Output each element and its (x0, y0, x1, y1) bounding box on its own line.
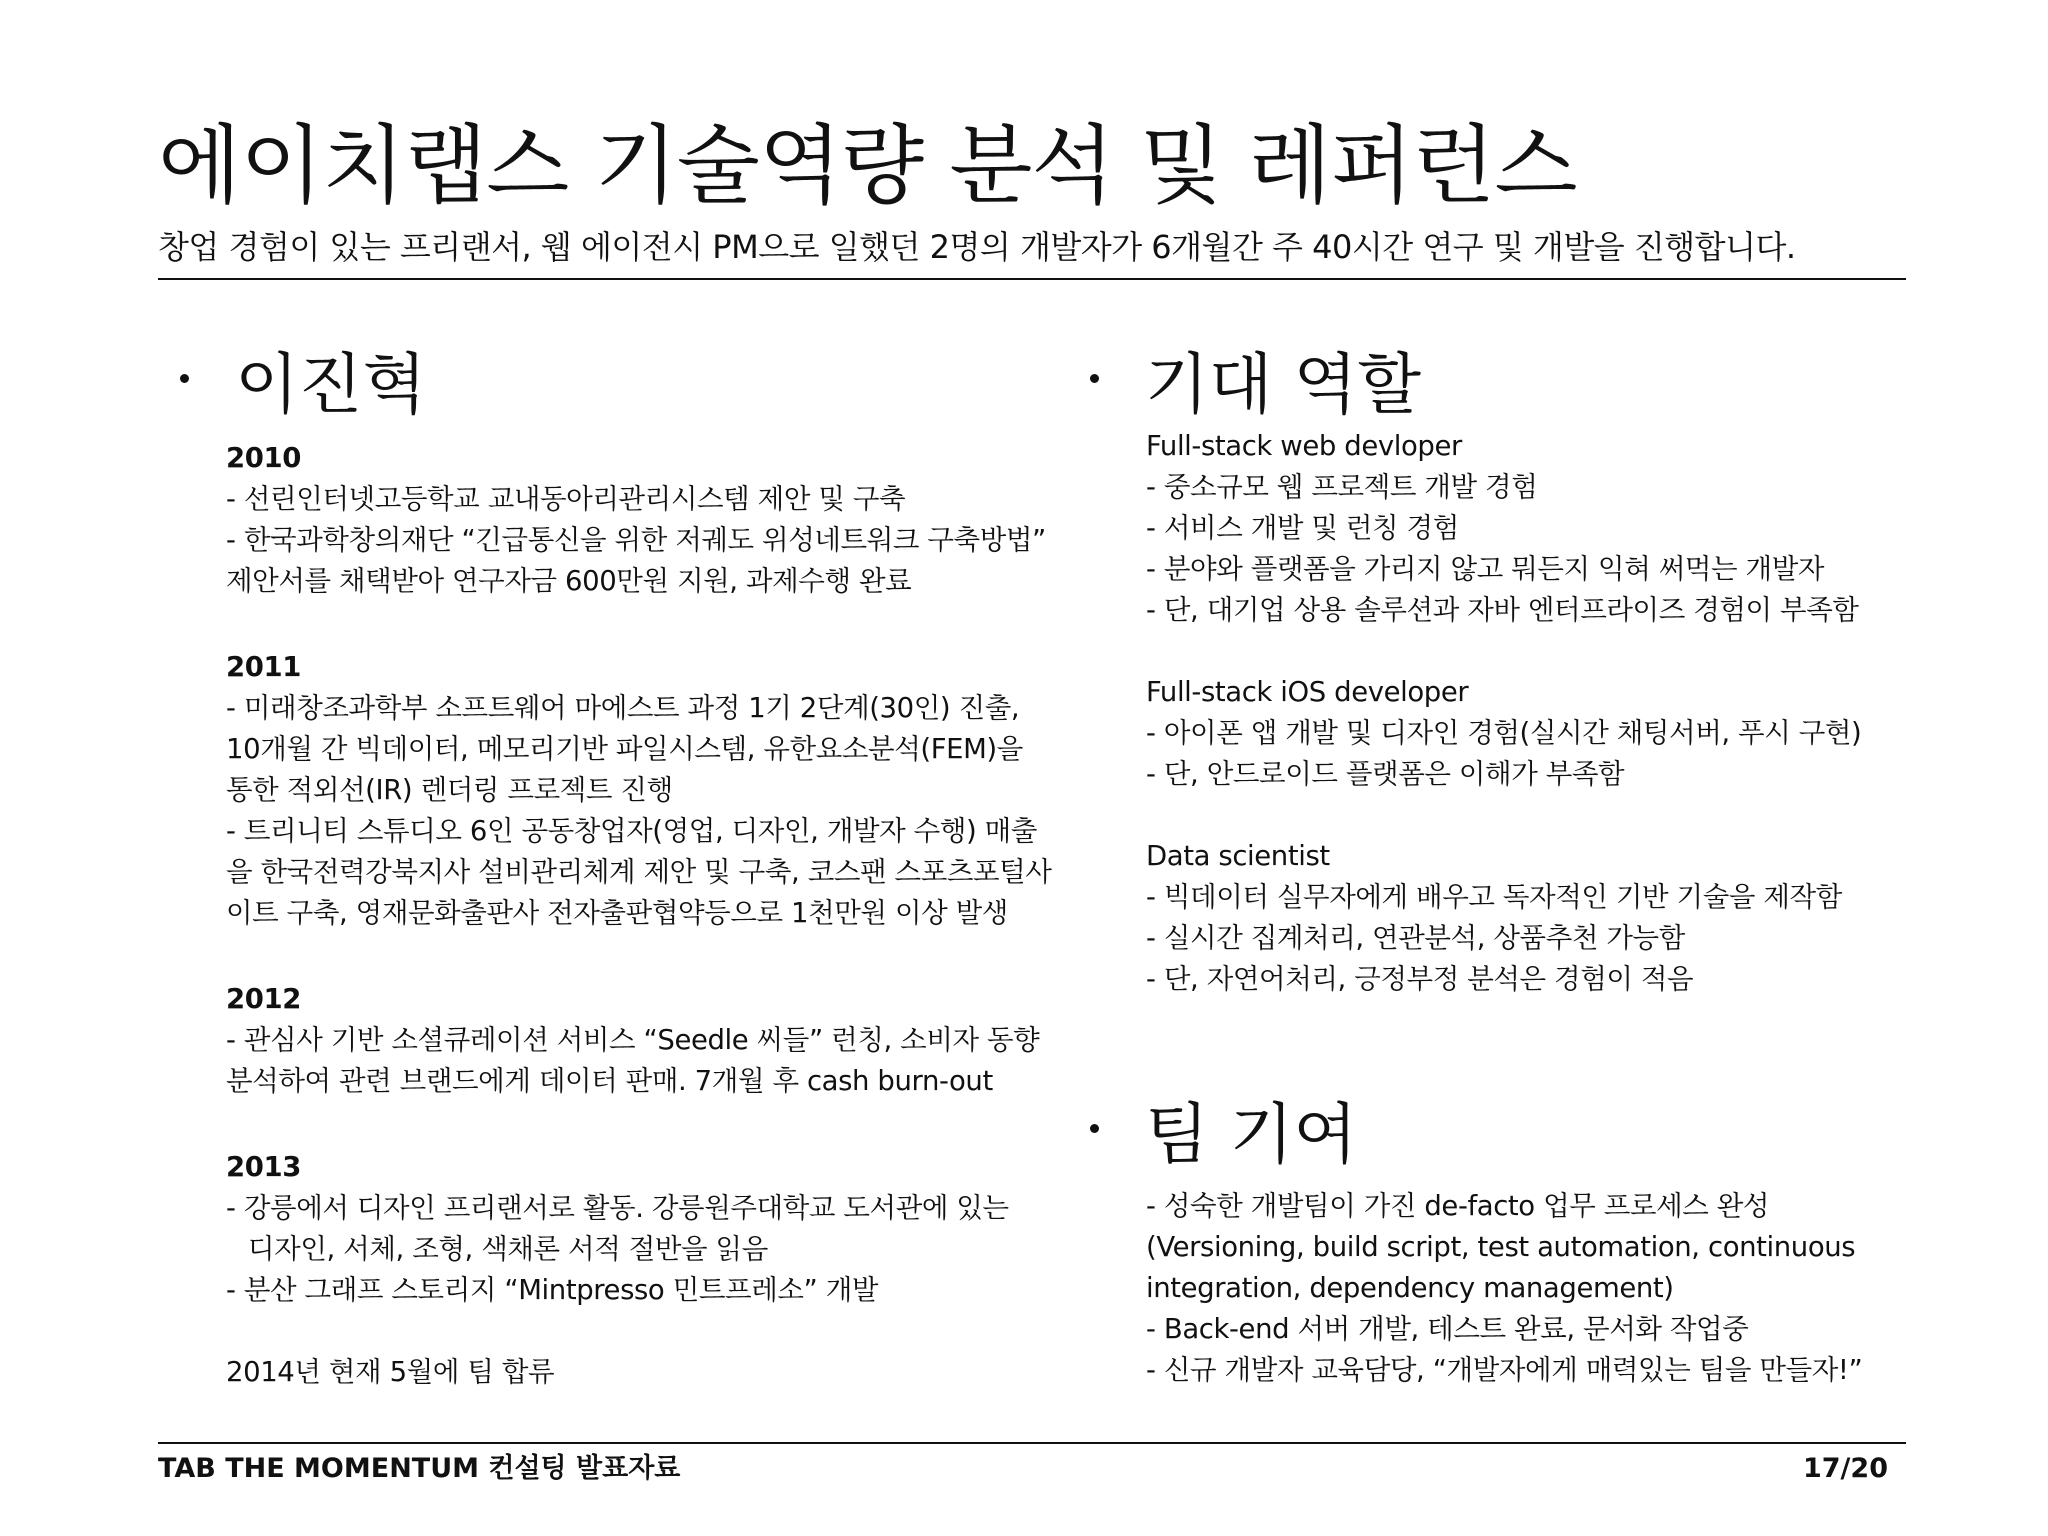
timeline-line: 10개월 간 빅데이터, 메모리기반 파일시스템, 유한요소분석(FEM)을 (226, 733, 1023, 765)
team-line: integration, dependency management) (1146, 1272, 1674, 1304)
timeline-line: 디자인, 서체, 조형, 색채론 서적 절반을 읽음 (248, 1233, 768, 1265)
role-line: - 실시간 집계처리, 연관분석, 상품추천 가능함 (1146, 922, 1685, 954)
roles-heading (1078, 330, 1918, 426)
team-heading (1078, 1080, 1918, 1176)
role-line: - 단, 대기업 상용 솔루션과 자바 엔터프라이즈 경험이 부족함 (1146, 594, 1859, 626)
timeline-line: - 미래창조과학부 소프트웨어 마에스트 과정 1기 2단계(30인) 진출, (226, 692, 1020, 724)
profile-name: 이진혁 (235, 345, 427, 423)
roles-column (1078, 330, 1918, 1391)
roles-list (1146, 426, 1918, 1000)
team-line: - 성숙한 개발팀이 가진 de-facto 업무 프로세스 완성 (1146, 1190, 1770, 1222)
timeline-line: - 분산 그래프 스토리지 “Mintpresso 민트프레소” 개발 (226, 1274, 879, 1306)
team-line: - Back-end 서버 개발, 테스트 완료, 문서화 작업중 (1146, 1313, 1749, 1345)
career-timeline (226, 426, 1068, 1393)
role-line: - 중소규모 웹 프로젝트 개발 경험 (1146, 471, 1538, 503)
page-number: 17/20 (1802, 1453, 1888, 1484)
bottom-divider (158, 1442, 1906, 1444)
role-line: - 단, 자연어처리, 긍정부정 분석은 경험이 적음 (1146, 963, 1694, 995)
timeline-line: 을 한국전력강북지사 설비관리체계 제안 및 구축, 코스팬 스포츠포털사 (226, 856, 1052, 888)
role-title: Full-stack iOS developer (1146, 676, 1469, 708)
team-title: 팀 기여 (1145, 1095, 1358, 1173)
closing-note: 2014년 현재 5월에 팀 합류 (226, 1356, 555, 1388)
profile-column (168, 330, 1068, 1393)
page-subtitle: 창업 경험이 있는 프리랜서, 웹 에이전시 PM으로 일했던 2명의 개발자가 6개월간 주 40시간 연구 및 개발을 진행합니다. (158, 228, 1796, 266)
profile-heading (168, 330, 1068, 426)
timeline-line: - 관심사 기반 소셜큐레이션 서비스 “Seedle 씨들” 런칭, 소비자 동향 (226, 1024, 1040, 1056)
top-divider (158, 278, 1906, 280)
role-line: - 단, 안드로이드 플랫폼은 이해가 부족함 (1146, 758, 1625, 790)
page-title: 에이치랩스 기술역량 분석 및 레퍼런스 (158, 116, 1577, 216)
bullet-icon (1090, 374, 1099, 383)
timeline-line: 제안서를 채택받아 연구자금 600만원 지원, 과제수행 완료 (226, 565, 912, 597)
timeline-line: 분석하여 관련 브랜드에게 데이터 판매. 7개월 후 cash burn-out (226, 1065, 993, 1097)
timeline-line: 이트 구축, 영재문화출판사 전자출판협약등으로 1천만원 이상 발생 (226, 897, 1008, 929)
timeline-line: 통한 적외선(IR) 렌더링 프로젝트 진행 (226, 774, 673, 806)
roles-title: 기대 역할 (1145, 345, 1422, 423)
role-line: - 서비스 개발 및 런칭 경험 (1146, 512, 1459, 544)
team-line: - 신규 개발자 교육담당, “개발자에게 매력있는 팀을 만들자!” (1146, 1354, 1863, 1386)
team-contribution-list (1146, 1176, 1918, 1391)
role-line: - 빅데이터 실무자에게 배우고 독자적인 기반 기술을 제작함 (1146, 881, 1842, 913)
bullet-icon (1090, 1124, 1099, 1133)
year-label: 2012 (226, 983, 301, 1015)
team-line: (Versioning, build script, test automation, continuous (1146, 1231, 1856, 1263)
timeline-line: - 트리니티 스튜디오 6인 공동창업자(영업, 디자인, 개발자 수행) 매출 (226, 815, 1037, 847)
role-title: Full-stack web devloper (1146, 430, 1462, 462)
year-label: 2013 (226, 1151, 301, 1183)
timeline-line: - 선린인터넷고등학교 교내동아리관리시스템 제안 및 구축 (226, 483, 906, 515)
year-label: 2011 (226, 651, 301, 683)
role-line: - 아이폰 앱 개발 및 디자인 경험(실시간 채팅서버, 푸시 구현) (1146, 717, 1862, 749)
footer-title: TAB THE MOMENTUM 컨설팅 발표자료 (158, 1453, 681, 1484)
role-title: Data scientist (1146, 840, 1330, 872)
bullet-icon (180, 374, 189, 383)
timeline-line: - 한국과학창의재단 “긴급통신을 위한 저궤도 위성네트워크 구축방법” (226, 524, 1046, 556)
role-line: - 분야와 플랫폼을 가리지 않고 뭐든지 익혀 써먹는 개발자 (1146, 553, 1825, 585)
year-label: 2010 (226, 442, 301, 474)
timeline-line: - 강릉에서 디자인 프리랜서로 활동. 강릉원주대학교 도서관에 있는 (226, 1192, 1009, 1224)
